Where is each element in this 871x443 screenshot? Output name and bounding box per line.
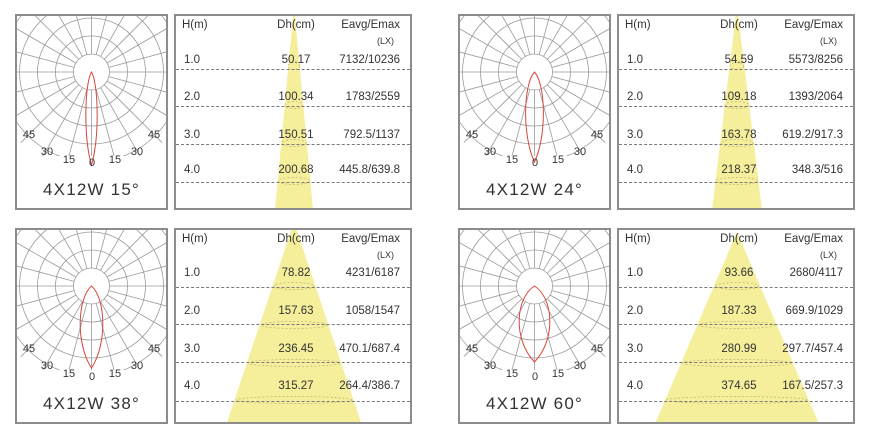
angle-label-0: 0 — [531, 371, 539, 383]
angle-label-15-left: 15 — [62, 154, 76, 166]
row-illuminance: 5573/8256 — [788, 54, 843, 66]
beam-cone — [176, 230, 410, 422]
row-illuminance: 297.7/457.4 — [782, 343, 843, 355]
angle-label-30-left: 30 — [40, 146, 54, 158]
angle-label-45-left: 45 — [22, 343, 36, 355]
polar-diagram — [458, 14, 611, 210]
panel-15deg — [15, 14, 412, 210]
fixture-caption: 4X12W 60° — [486, 394, 583, 413]
angle-label-15-right: 15 — [551, 368, 565, 380]
row-height: 2.0 — [627, 91, 643, 103]
row-height: 3.0 — [627, 129, 643, 141]
row-diameter: 200.68 — [278, 164, 314, 176]
row-divider — [619, 182, 853, 183]
fixture-caption: 4X12W 24° — [486, 180, 583, 199]
row-illuminance: 1783/2559 — [345, 91, 400, 103]
header-diameter: Dh(cm) — [720, 19, 758, 31]
row-illuminance: 348.3/516 — [791, 164, 843, 176]
polar-diagram — [15, 14, 168, 210]
row-illuminance: 1393/2064 — [788, 91, 843, 103]
header-unit: (LX) — [819, 36, 837, 46]
row-illuminance: 1058/1547 — [345, 305, 400, 317]
angle-label-30-right: 30 — [573, 146, 587, 158]
polar-diagram — [15, 228, 168, 424]
row-illuminance: 792.5/1137 — [343, 129, 400, 141]
beam-cone — [176, 16, 410, 208]
beam-table — [174, 228, 412, 424]
row-height: 1.0 — [184, 54, 200, 66]
angle-label-30-left: 30 — [483, 146, 497, 158]
row-illuminance: 167.5/257.3 — [782, 380, 843, 392]
row-divider — [619, 106, 853, 107]
row-divider — [619, 401, 853, 402]
angle-label-45-right: 45 — [147, 129, 161, 141]
row-diameter: 109.18 — [721, 91, 757, 103]
row-illuminance: 619.2/917.3 — [782, 129, 843, 141]
row-diameter: 157.63 — [278, 305, 314, 317]
header-height: H(m) — [625, 19, 651, 31]
row-diameter: 236.45 — [278, 343, 314, 355]
row-divider — [176, 401, 410, 402]
angle-label-15-left: 15 — [505, 368, 519, 380]
panel-38deg — [15, 228, 412, 424]
row-height: 1.0 — [627, 267, 643, 279]
header-unit: (LX) — [376, 250, 394, 260]
row-diameter: 54.59 — [724, 54, 754, 66]
angle-label-45-right: 45 — [590, 129, 604, 141]
header-illuminance: Eavg/Emax — [341, 19, 400, 31]
angle-label-15-right: 15 — [108, 368, 122, 380]
angle-label-45-left: 45 — [22, 129, 36, 141]
row-diameter: 100.34 — [278, 91, 314, 103]
row-diameter: 78.82 — [281, 267, 311, 279]
angle-label-15-right: 15 — [108, 154, 122, 166]
header-diameter: Dh(cm) — [277, 19, 315, 31]
row-illuminance: 669.9/1029 — [785, 305, 843, 317]
fixture-caption: 4X12W 15° — [43, 180, 140, 199]
angle-label-0: 0 — [88, 157, 96, 169]
row-divider — [619, 69, 853, 70]
header-diameter: Dh(cm) — [720, 233, 758, 245]
header-illuminance: Eavg/Emax — [341, 233, 400, 245]
angle-label-45-left: 45 — [465, 129, 479, 141]
row-height: 3.0 — [627, 343, 643, 355]
row-diameter: 93.66 — [724, 267, 754, 279]
row-height: 3.0 — [184, 129, 200, 141]
beam-table — [617, 228, 855, 424]
row-height: 3.0 — [184, 343, 200, 355]
row-height: 1.0 — [627, 54, 643, 66]
row-divider — [176, 324, 410, 325]
row-divider — [619, 144, 853, 145]
beam-cone — [619, 230, 853, 422]
angle-label-30-right: 30 — [130, 146, 144, 158]
row-divider — [619, 324, 853, 325]
row-height: 4.0 — [184, 164, 200, 176]
header-diameter: Dh(cm) — [277, 233, 315, 245]
row-illuminance: 470.1/687.4 — [339, 343, 400, 355]
header-height: H(m) — [182, 19, 208, 31]
row-diameter: 50.17 — [281, 54, 311, 66]
row-divider — [176, 182, 410, 183]
header-height: H(m) — [182, 233, 208, 245]
row-height: 4.0 — [627, 164, 643, 176]
angle-label-30-left: 30 — [40, 360, 54, 372]
row-height: 1.0 — [184, 267, 200, 279]
row-illuminance: 2680/4117 — [789, 267, 843, 279]
angle-label-30-left: 30 — [483, 360, 497, 372]
polar-diagram — [458, 228, 611, 424]
row-divider — [176, 362, 410, 363]
angle-label-30-right: 30 — [130, 360, 144, 372]
beam-cone — [619, 16, 853, 208]
row-height: 4.0 — [184, 380, 200, 392]
beam-table — [174, 14, 412, 210]
row-diameter: 187.33 — [721, 305, 757, 317]
angle-label-45-left: 45 — [465, 343, 479, 355]
angle-label-30-right: 30 — [573, 360, 587, 372]
header-illuminance: Eavg/Emax — [784, 233, 843, 245]
header-illuminance: Eavg/Emax — [784, 19, 843, 31]
row-divider — [619, 362, 853, 363]
row-divider — [176, 287, 410, 288]
angle-label-0: 0 — [88, 371, 96, 383]
row-height: 2.0 — [627, 305, 643, 317]
row-diameter: 280.99 — [721, 343, 757, 355]
row-divider — [619, 287, 853, 288]
row-illuminance: 7132/10236 — [339, 54, 400, 66]
angle-label-45-right: 45 — [147, 343, 161, 355]
panel-24deg — [458, 14, 855, 210]
panel-60deg — [458, 228, 855, 424]
beam-table — [617, 14, 855, 210]
row-illuminance: 4231/6187 — [345, 267, 400, 279]
row-divider — [176, 144, 410, 145]
row-diameter: 315.27 — [278, 380, 314, 392]
row-diameter: 150.51 — [278, 129, 314, 141]
header-height: H(m) — [625, 233, 651, 245]
row-height: 2.0 — [184, 91, 200, 103]
row-diameter: 374.65 — [721, 380, 757, 392]
row-illuminance: 264.4/386.7 — [339, 380, 400, 392]
fixture-caption: 4X12W 38° — [43, 394, 140, 413]
row-illuminance: 445.8/639.8 — [339, 164, 400, 176]
row-divider — [176, 106, 410, 107]
angle-label-45-right: 45 — [590, 343, 604, 355]
angle-label-0: 0 — [531, 157, 539, 169]
row-height: 4.0 — [627, 380, 643, 392]
angle-label-15-left: 15 — [62, 368, 76, 380]
row-height: 2.0 — [184, 305, 200, 317]
header-unit: (LX) — [376, 36, 394, 46]
angle-label-15-right: 15 — [551, 154, 565, 166]
row-diameter: 163.78 — [721, 129, 757, 141]
row-diameter: 218.37 — [721, 164, 757, 176]
row-divider — [176, 69, 410, 70]
header-unit: (LX) — [819, 250, 837, 260]
angle-label-15-left: 15 — [505, 154, 519, 166]
